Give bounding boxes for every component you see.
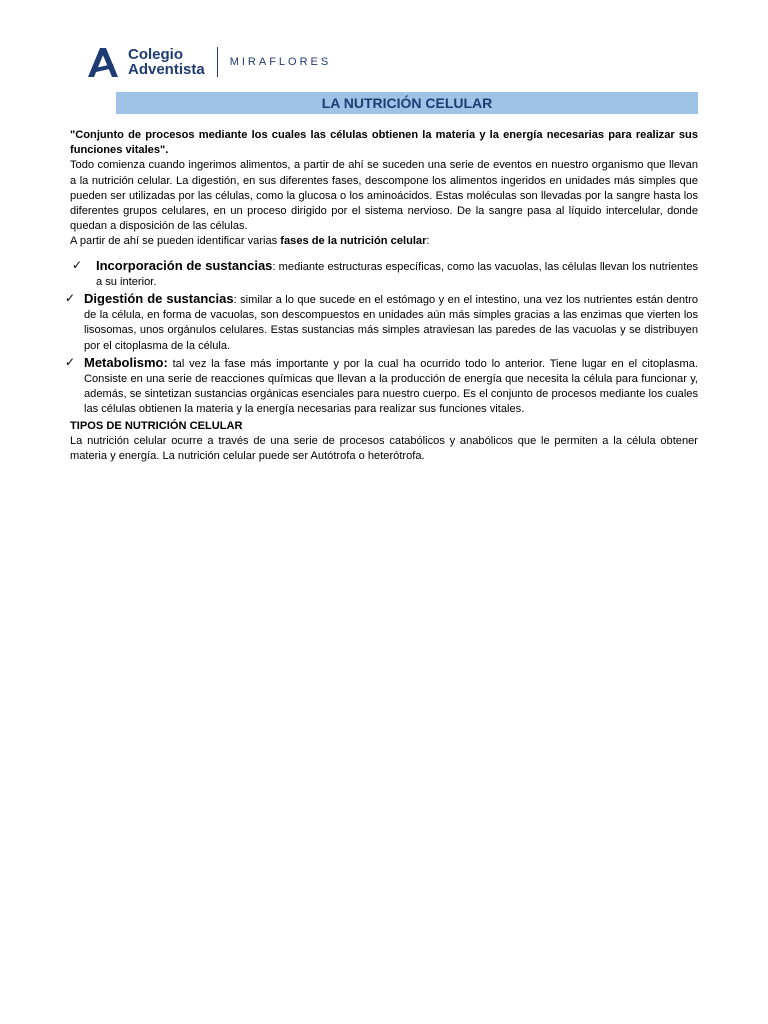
phases-list <box>65 257 698 418</box>
logo-divider <box>217 47 218 77</box>
phase-title: Digestión de sustancias <box>84 291 234 307</box>
logo-line-1: Colegio <box>128 46 183 63</box>
checkmark-icon: ✓ <box>65 354 76 369</box>
phase-title: Incorporación de sustancias <box>96 257 273 273</box>
types-paragraph: La nutrición celular ocurre a través de una serie de procesos catabólicos y anabólicos que le permiten a la célula obtener materia y energía. La nutrición celular puede ser Autótrofa o heterótrofa. <box>70 434 698 463</box>
list-item <box>65 355 698 418</box>
phases-lead: A partir de ahí se pueden identificar varias <box>70 235 281 248</box>
phase-text: : mediante estructuras específicas, como las vacuolas, las células llevan los nutrientes a su interior. <box>96 260 698 288</box>
page-title: LA NUTRICIÓN CELULAR <box>321 95 493 111</box>
title-bar <box>116 92 698 114</box>
phase-title: Metabolismo: <box>84 354 168 370</box>
phase-text: tal vez la fase más importante y por la cual ha ocurrido todo lo anterior. Tiene lugar en el citoplasma. Consiste en una serie de reacciones químicas que llevan a la producción de energía que necesita la célula para funcionar y, además, se sintetizan sustancias orgánicas esenciales para nuestro cuerpo. Es el conjunto de procesos mediante los cuales las células obtienen la materia y la energía necesarias para realizar sus funciones vitales. <box>84 357 698 416</box>
definition-quote: "Conjunto de procesos mediante los cuales las células obtienen la materia y la energía necesarias para realizar sus funciones vitales". <box>70 129 698 157</box>
phases-intro <box>70 234 698 249</box>
phases-colon: : <box>426 235 430 248</box>
phases-bold: fases de la nutrición celular <box>280 235 427 248</box>
stylized-a-icon <box>86 46 120 78</box>
logo-line-2: Adventista <box>128 61 205 78</box>
intro-paragraph: Todo comienza cuando ingerimos alimentos, a partir de ahí se suceden una serie de eventos en nuestro organismo que llevan a la nutrición celular. La digestión, en sus diferentes fases, descompone los alimentos ingeridos en unidades más simples que pueden ser utilizadas por las células, como la glucosa o los aminoácidos. Estas moléculas son llevadas por la sangre hasta los diferentes grupos celulares, en un proceso dirigido por el sistema nervioso. De la sangre pasa al líquido intercelular, donde quedan a disposición de las células. <box>70 159 698 233</box>
list-item <box>70 258 698 290</box>
school-logo <box>86 44 331 80</box>
phase-text: : similar a lo que sucede en el estómago y en el intestino, una vez los nutrientes están dentro de la célula, en forma de vacuolas, son descompuestos en unidades aún más simples gracias a las enzimas que vierten los lisosomas, unos orgánulos celulares. Estas sustancias más simples atraviesan las paredes de las vacuolas y se distribuyen por el citoplasma de la célula. <box>84 294 698 352</box>
logo-campus: MIRAFLORES <box>229 56 332 68</box>
checkmark-icon: ✓ <box>72 257 83 272</box>
checkmark-icon: ✓ <box>65 291 76 306</box>
document-body <box>65 128 698 464</box>
logo-wordmark <box>128 47 205 77</box>
list-item <box>65 291 698 354</box>
types-heading: TIPOS DE NUTRICIÓN CELULAR <box>70 419 243 432</box>
